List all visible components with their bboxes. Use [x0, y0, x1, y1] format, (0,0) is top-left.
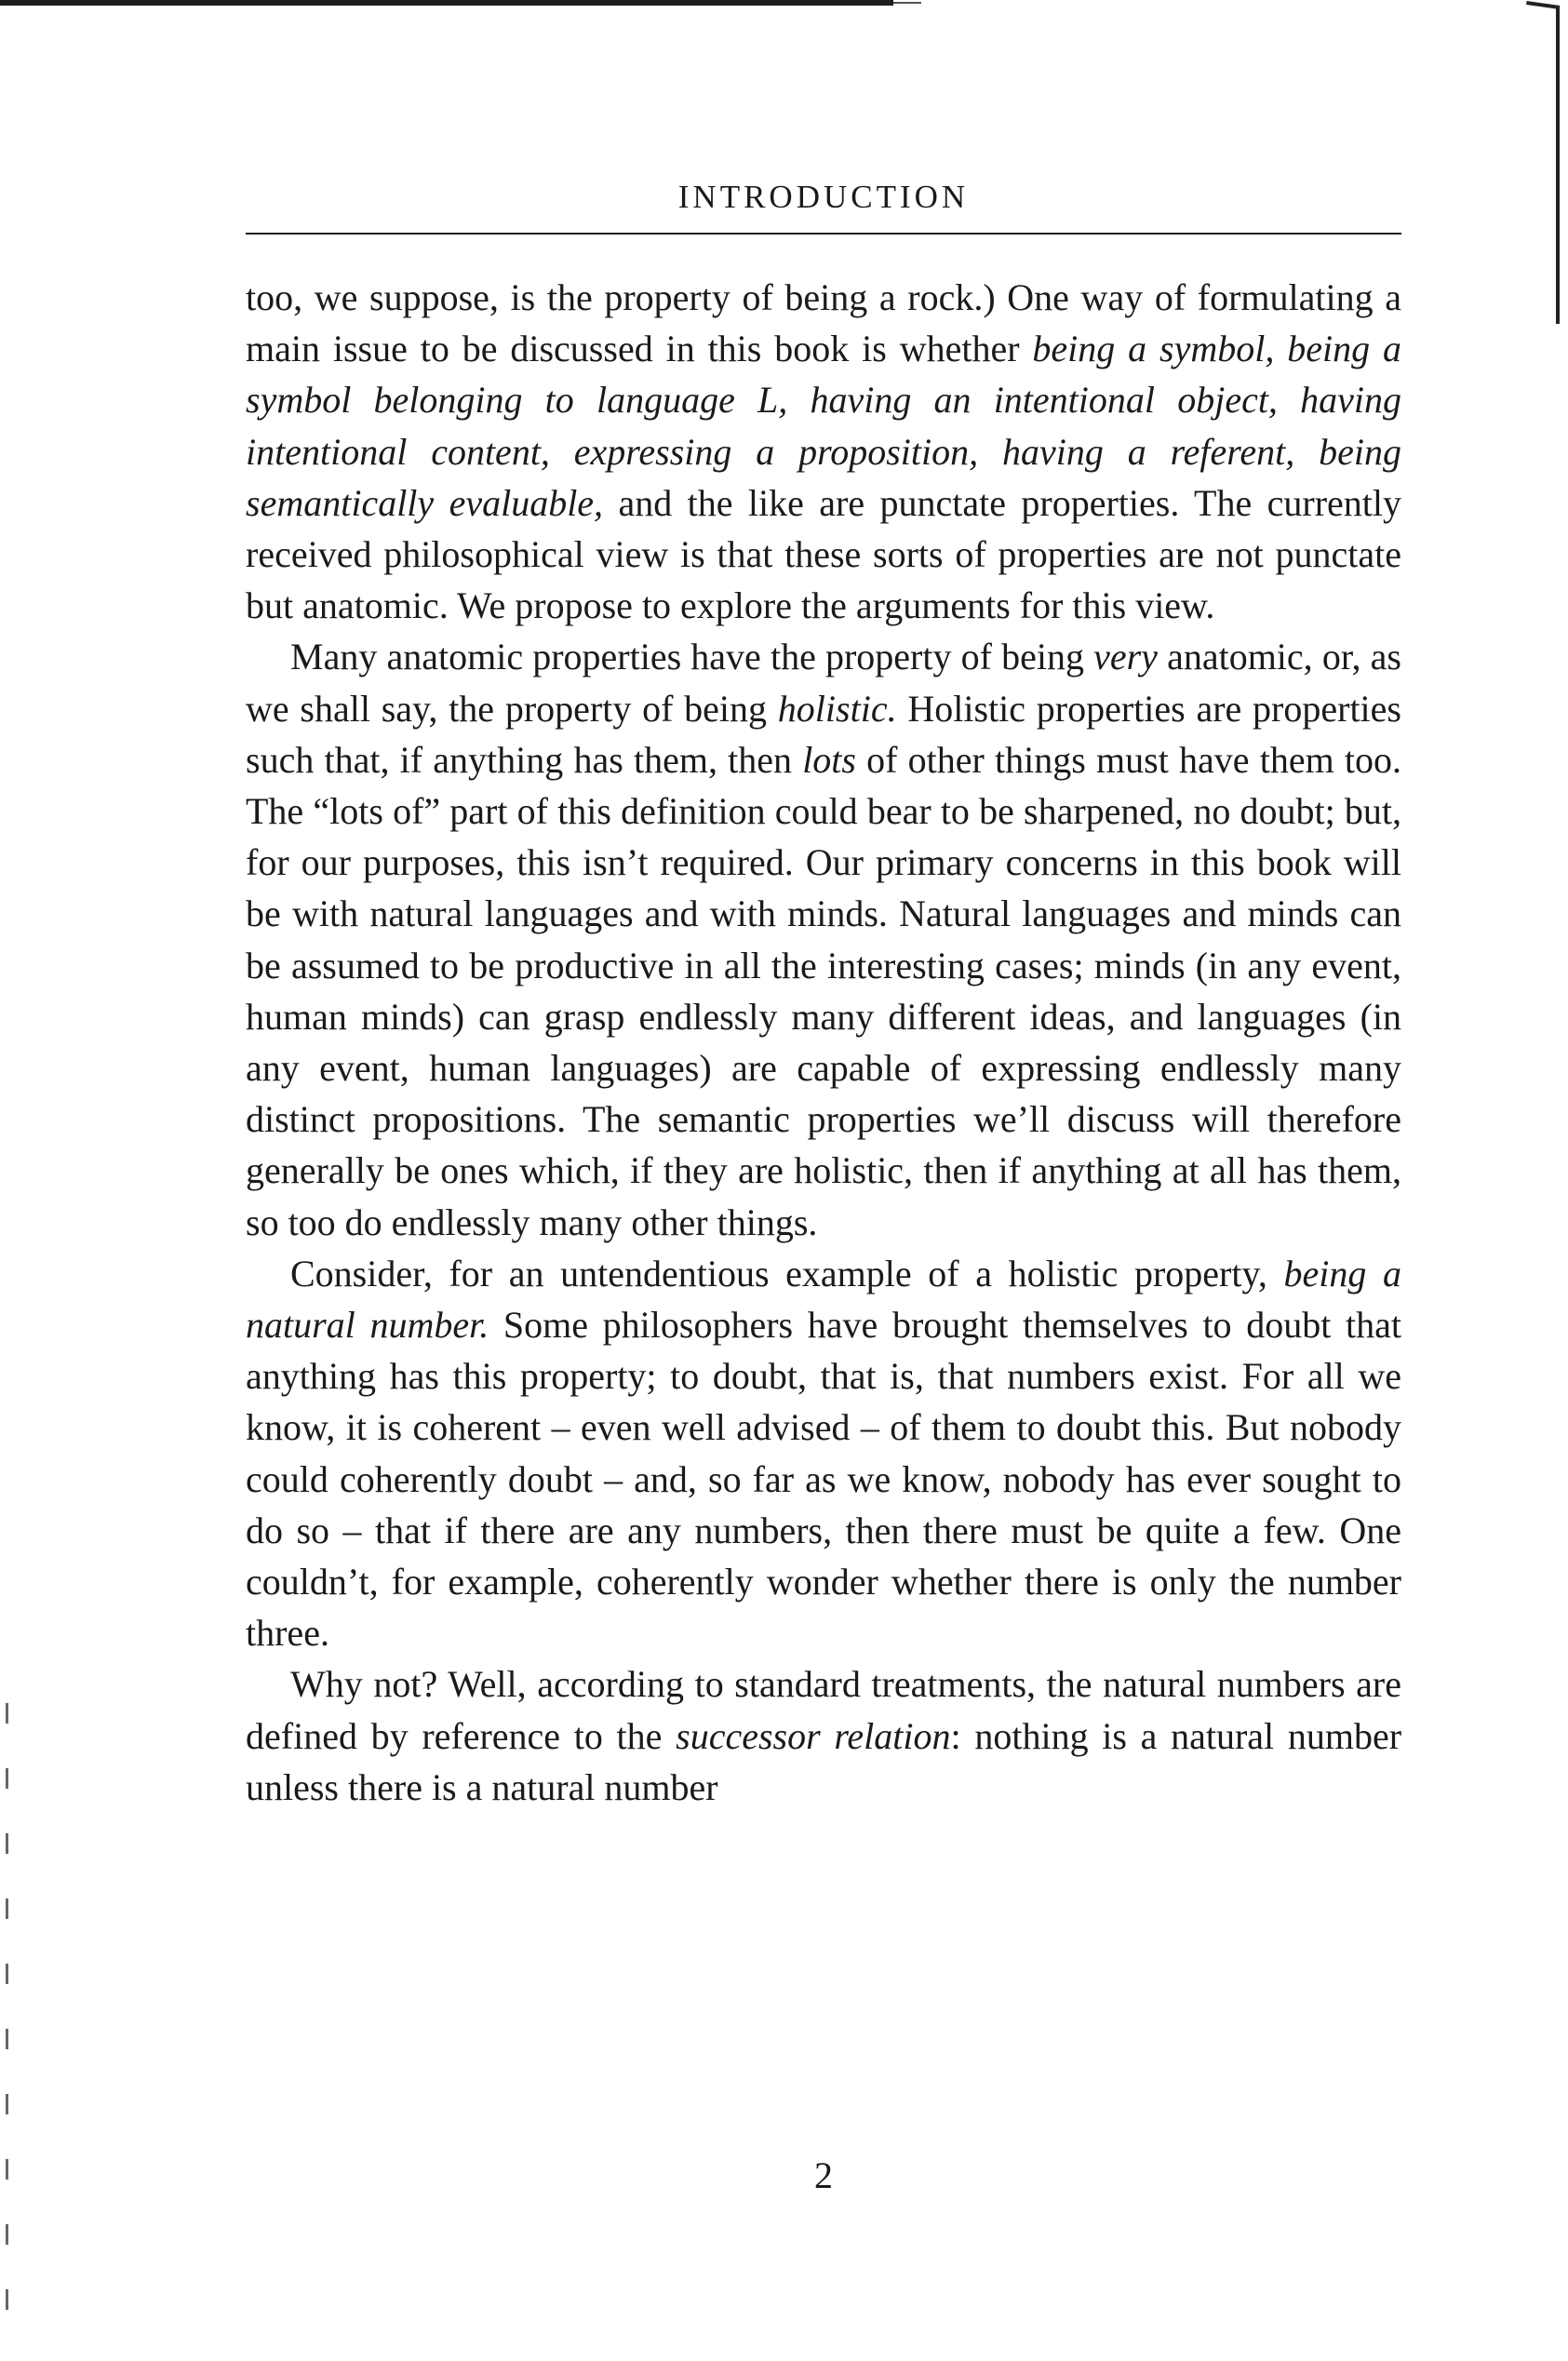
body-text	[246, 272, 1401, 1813]
paragraph	[246, 1248, 1401, 1659]
paragraph	[246, 272, 1401, 631]
text-run: too, we suppose, is the property of being a rock.) One way of formulating a main issue to be discussed in this book is whether	[246, 276, 1401, 370]
italic-text: holistic.	[777, 687, 897, 730]
text-run: Consider, for an untendentious example of a holistic property,	[290, 1252, 1284, 1295]
italic-text: successor relation	[676, 1714, 951, 1757]
scan-border-right	[1556, 7, 1560, 324]
paragraph	[246, 1658, 1401, 1813]
scan-border-top-thin	[893, 2, 921, 4]
scan-border-right-hook	[1526, 1, 1560, 9]
text-run: Why not? Well, according to standard treatments, the natural numbers are defined by reference to the	[246, 1663, 1401, 1757]
page-number: 2	[814, 2154, 833, 2196]
text-run: anatomic, or, as we shall say, the property of being	[246, 636, 1401, 730]
scan-border-top	[0, 0, 893, 6]
running-head-rule	[246, 233, 1401, 235]
italic-text: very	[1093, 636, 1158, 678]
text-run: of other things must have them too. The “lots of” part of this definition could bear to be sharpened, no doubt; but, for our purposes, this isn’t required. Our primary concerns in this book will be with natural languages and with minds. Natural languages and minds can be assumed to be productive in all the interesting cases; minds (in any event, human minds) can grasp endlessly many different ideas, and languages (in any event, human languages) are capable of expressing endlessly many distinct propositions. The semantic properties we’ll discuss will therefore generally be ones which, if they are holistic, then if anything at all has them, so too do endlessly many other things.	[246, 738, 1401, 1243]
italic-text: being a symbol, being a symbol belonging to language L, having an intentional object, having intentional content, expressing a proposition, having a referent, being semantically evaluable,	[246, 328, 1401, 524]
paragraph	[246, 631, 1401, 1247]
italic-text: lots	[802, 738, 856, 781]
running-head: INTRODUCTION	[677, 179, 970, 215]
text-run: Holistic properties are properties such that, if anything has them, then	[246, 687, 1401, 781]
text-run: Some philosophers have brought themselves to doubt that anything has this property; to doubt, that is, that numbers exist. For all we know, it is coherent – even well advised – of them to doubt this. But nobody could coherently doubt – and, so far as we know, nobody has ever sought to do so – that if there are any numbers, then there must be quite a few. One couldn’t, for example, coherently wonder whether there is only the number three.	[246, 1304, 1401, 1655]
text-run: : nothing is a natural number unless there is a natural number	[246, 1714, 1402, 1808]
italic-text: being a natural number.	[246, 1252, 1401, 1347]
scan-border-left	[6, 1703, 8, 2354]
text-run: Many anatomic properties have the property of being	[290, 636, 1094, 678]
text-run: and the like are punctate properties. The currently received philosophical view is that these sorts of properties are not punctate but anatomic. We propose to explore the arguments for this view.	[246, 481, 1401, 627]
